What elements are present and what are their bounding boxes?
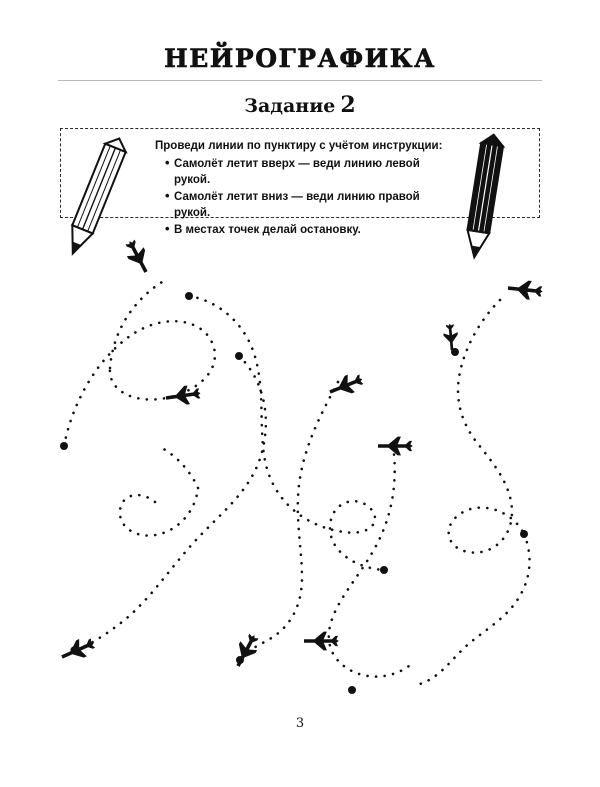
plane-icon [58, 634, 98, 665]
instruction-list [155, 156, 455, 239]
task-label: Задание [244, 95, 336, 117]
instruction-item: • Самолёт летит вниз — веди линию правой рукой. [165, 189, 455, 222]
plane-icon [507, 279, 544, 301]
stop-dots [60, 292, 528, 694]
plane-icon [121, 237, 154, 277]
plane-icon [326, 370, 365, 401]
instruction-item: • В местах точек делай остановку. [165, 222, 455, 239]
plane-icon [165, 384, 202, 408]
plane-icon [378, 437, 413, 456]
plane-icon [230, 631, 263, 671]
task-heading [0, 92, 600, 118]
plane-icon [304, 632, 339, 651]
header-divider [58, 80, 542, 81]
instruction-text [155, 138, 455, 238]
plane-icon [443, 323, 460, 350]
dotted-paths [64, 282, 530, 684]
page-title: НЕЙРОГРАФИКА [164, 44, 436, 73]
page-number: 3 [295, 716, 305, 731]
instruction-item: • Самолёт летит вверх — веди линию левой рукой. [165, 156, 455, 189]
task-number: 2 [340, 92, 356, 118]
instruction-lead: Проведи линии по пунктиру с учётом инструкции: [155, 140, 443, 152]
